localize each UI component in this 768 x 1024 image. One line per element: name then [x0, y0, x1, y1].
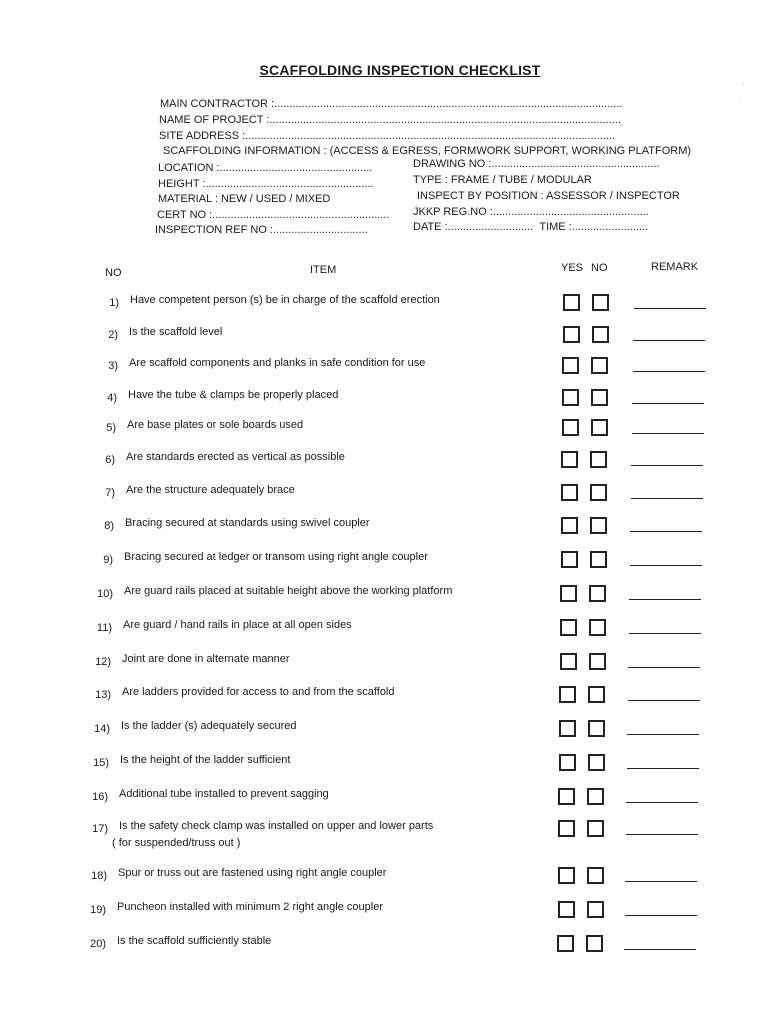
checklist-row: [0, 819, 768, 849]
item-text: Is the ladder (s) adequately secured: [121, 720, 297, 732]
fill-dots: ..................................................: [219, 162, 373, 174]
item-text: Are scaffold components and planks in safe condition for use: [129, 357, 426, 369]
item-number: 1): [109, 297, 119, 309]
cert-no-label: CERT NO :: [157, 209, 213, 221]
no-checkbox[interactable]: [592, 294, 609, 311]
no-checkbox[interactable]: [588, 720, 605, 737]
date-time-field: [413, 221, 648, 233]
item-number: 19): [90, 904, 106, 916]
drawing-no-field: [413, 158, 660, 170]
remark-line[interactable]: [629, 599, 701, 600]
checklist-row: [0, 866, 768, 896]
fill-dots: ...................................................: [492, 206, 649, 218]
yes-checkbox[interactable]: [557, 935, 574, 952]
yes-checkbox[interactable]: [559, 720, 576, 737]
inspection-ref-field: [155, 224, 368, 236]
remark-line[interactable]: [631, 465, 703, 466]
item-text-continued: ( for suspended/truss out ): [112, 837, 241, 849]
yes-checkbox[interactable]: [561, 484, 578, 501]
item-number: 2): [108, 329, 118, 341]
fill-dots: ..................................................................................................................: [274, 98, 623, 110]
type-field: TYPE : FRAME / TUBE / MODULAR: [413, 174, 592, 186]
no-checkbox[interactable]: [590, 551, 607, 568]
cert-no-field: [157, 209, 389, 221]
checklist-row: [0, 652, 768, 682]
location-field: [158, 162, 372, 174]
remark-line[interactable]: [633, 340, 705, 341]
yes-checkbox[interactable]: [563, 294, 580, 311]
scan-speck: ·: [742, 80, 745, 89]
scan-speck: ·: [739, 94, 742, 103]
checklist-row: [0, 516, 768, 546]
fill-dots: ............................: [447, 221, 534, 233]
checklist-row: [0, 584, 768, 614]
remark-line[interactable]: [624, 949, 696, 950]
yes-checkbox[interactable]: [562, 389, 579, 406]
item-number: 12): [95, 656, 111, 668]
no-checkbox[interactable]: [587, 788, 604, 805]
item-text: Have the tube & clamps be properly placed: [128, 389, 339, 401]
item-text: Bracing secured at ledger or transom using right angle coupler: [124, 551, 428, 563]
item-text: Are guard / hand rails in place at all open sides: [123, 619, 352, 631]
column-no-answer: NO: [591, 262, 608, 274]
item-number: 6): [105, 454, 115, 466]
remark-line[interactable]: [627, 734, 699, 735]
item-text: Are the structure adequately brace: [126, 484, 295, 496]
remark-line[interactable]: [631, 498, 703, 499]
no-checkbox[interactable]: [590, 517, 607, 534]
no-checkbox[interactable]: [591, 419, 608, 436]
drawing-no-label: DRAWING NO :: [413, 158, 492, 170]
time-label: TIME :: [539, 221, 572, 233]
item-number: 9): [103, 554, 113, 566]
document-title: SCAFFOLDING INSPECTION CHECKLIST: [259, 62, 541, 78]
item-number: 3): [108, 360, 118, 372]
item-text: Is the scaffold level: [129, 326, 223, 338]
yes-checkbox[interactable]: [558, 901, 575, 918]
checklist-row: [0, 753, 768, 783]
checklist-row: [0, 388, 768, 418]
remark-line[interactable]: [625, 881, 697, 882]
yes-checkbox[interactable]: [560, 653, 577, 670]
yes-checkbox[interactable]: [562, 419, 579, 436]
fill-dots: .........................................................................................................................: [245, 130, 615, 142]
fill-dots: ...................................................................................................................: [269, 114, 621, 126]
item-text: Are base plates or sole boards used: [127, 419, 304, 431]
item-text: Is the safety check clamp was installed on upper and lower parts: [119, 820, 434, 832]
remark-line[interactable]: [630, 531, 702, 532]
remark-line[interactable]: [626, 802, 698, 803]
item-text: Puncheon installed with minimum 2 right angle coupler: [117, 901, 383, 913]
no-checkbox[interactable]: [587, 820, 604, 837]
item-text: Is the scaffold sufficiently stable: [117, 935, 272, 947]
location-label: LOCATION :: [158, 162, 220, 174]
height-field: [158, 178, 374, 190]
fill-dots: ..........................................................: [212, 209, 390, 221]
item-text: Are standards erected as vertical as possible: [126, 451, 345, 463]
item-text: Are ladders provided for access to and from the scaffold: [122, 686, 395, 698]
yes-checkbox[interactable]: [559, 686, 576, 703]
item-number: 8): [104, 520, 114, 532]
site-address-field: [159, 130, 615, 142]
no-checkbox[interactable]: [588, 686, 605, 703]
no-checkbox[interactable]: [586, 935, 603, 952]
material-field: MATERIAL : NEW / USED / MIXED: [158, 193, 331, 205]
fill-dots: .......................................................: [205, 178, 374, 190]
remark-line[interactable]: [628, 700, 700, 701]
item-number: 14): [94, 723, 110, 735]
main-contractor-label: MAIN CONTRACTOR :: [160, 98, 275, 110]
item-number: 7): [105, 487, 115, 499]
item-number: 18): [91, 870, 107, 882]
yes-checkbox[interactable]: [561, 517, 578, 534]
no-checkbox[interactable]: [590, 484, 607, 501]
no-checkbox[interactable]: [590, 451, 607, 468]
no-checkbox[interactable]: [587, 867, 604, 884]
site-address-label: SITE ADDRESS :: [159, 130, 246, 142]
remark-line[interactable]: [632, 433, 704, 434]
checklist-row: [0, 787, 768, 817]
no-checkbox[interactable]: [592, 326, 609, 343]
inspection-ref-label: INSPECTION REF NO :: [155, 224, 273, 236]
item-text: Have competent person (s) be in charge of the scaffold erection: [130, 294, 440, 306]
item-number: 10): [97, 588, 113, 600]
no-checkbox[interactable]: [591, 357, 608, 374]
checklist-row: [0, 356, 768, 386]
checklist-row: [0, 418, 768, 448]
remark-line[interactable]: [630, 565, 702, 566]
inspect-by-field: INSPECT BY POSITION : ASSESSOR / INSPECTOR: [417, 190, 680, 202]
item-number: 5): [106, 422, 116, 434]
item-text: Is the height of the ladder sufficient: [120, 754, 291, 766]
fill-dots: .........................: [571, 221, 649, 233]
item-number: 13): [95, 689, 111, 701]
checklist-row: [0, 719, 768, 749]
yes-checkbox[interactable]: [558, 788, 575, 805]
fill-dots: .......................................................: [491, 158, 660, 170]
no-checkbox[interactable]: [589, 653, 606, 670]
project-name-label: NAME OF PROJECT :: [159, 114, 270, 126]
checklist-row: [0, 685, 768, 715]
item-number: 17): [92, 823, 108, 835]
project-name-field: [159, 114, 621, 126]
checklist-row: [0, 325, 768, 355]
item-text: Additional tube installed to prevent sagging: [119, 788, 329, 800]
column-item: ITEM: [310, 264, 337, 276]
yes-checkbox[interactable]: [561, 551, 578, 568]
checklist-row: [0, 483, 768, 513]
yes-checkbox[interactable]: [563, 326, 580, 343]
item-number: 16): [92, 791, 108, 803]
no-checkbox[interactable]: [589, 619, 606, 636]
checklist-row: [0, 293, 768, 323]
height-label: HEIGHT :: [158, 178, 206, 190]
item-text: Spur or truss out are fastened using right angle coupler: [118, 867, 387, 879]
no-checkbox[interactable]: [588, 754, 605, 771]
checklist-row: [0, 934, 768, 964]
remark-line[interactable]: [634, 308, 706, 309]
yes-checkbox[interactable]: [560, 585, 577, 602]
no-checkbox[interactable]: [587, 901, 604, 918]
item-number: 20): [90, 938, 106, 950]
remark-line[interactable]: [632, 403, 704, 404]
yes-checkbox[interactable]: [558, 867, 575, 884]
remark-line[interactable]: [629, 633, 701, 634]
jkkp-reg-field: [413, 206, 649, 218]
yes-checkbox[interactable]: [558, 820, 575, 837]
yes-checkbox[interactable]: [561, 451, 578, 468]
item-text: Bracing secured at standards using swivel coupler: [125, 517, 370, 529]
yes-checkbox[interactable]: [559, 754, 576, 771]
item-number: 11): [96, 622, 112, 634]
column-remark: REMARK: [651, 261, 699, 273]
column-yes: YES: [561, 262, 584, 274]
remark-line[interactable]: [627, 768, 699, 769]
checklist-row: [0, 450, 768, 480]
yes-checkbox[interactable]: [560, 619, 577, 636]
no-checkbox[interactable]: [589, 585, 606, 602]
remark-line[interactable]: [628, 667, 700, 668]
jkkp-reg-label: JKKP REG.NO :: [413, 206, 493, 218]
remark-line[interactable]: [626, 834, 698, 835]
item-number: 4): [107, 392, 117, 404]
scaffolding-information: SCAFFOLDING INFORMATION : (ACCESS & EGRESS, FORMWORK SUPPORT, WORKING PLATFORM): [163, 145, 692, 157]
item-text: Joint are done in alternate manner: [122, 653, 290, 665]
remark-line[interactable]: [633, 371, 705, 372]
remark-line[interactable]: [625, 915, 697, 916]
checklist-row: [0, 618, 768, 648]
checklist-row: [0, 900, 768, 930]
item-number: 15): [93, 757, 109, 769]
item-text: Are guard rails placed at suitable height above the working platform: [124, 585, 453, 597]
checklist-row: [0, 550, 768, 580]
yes-checkbox[interactable]: [562, 357, 579, 374]
date-label: DATE :: [413, 221, 448, 233]
column-no: NO: [105, 267, 122, 279]
main-contractor-field: [160, 98, 622, 110]
no-checkbox[interactable]: [591, 389, 608, 406]
fill-dots: ...............................: [272, 224, 368, 236]
